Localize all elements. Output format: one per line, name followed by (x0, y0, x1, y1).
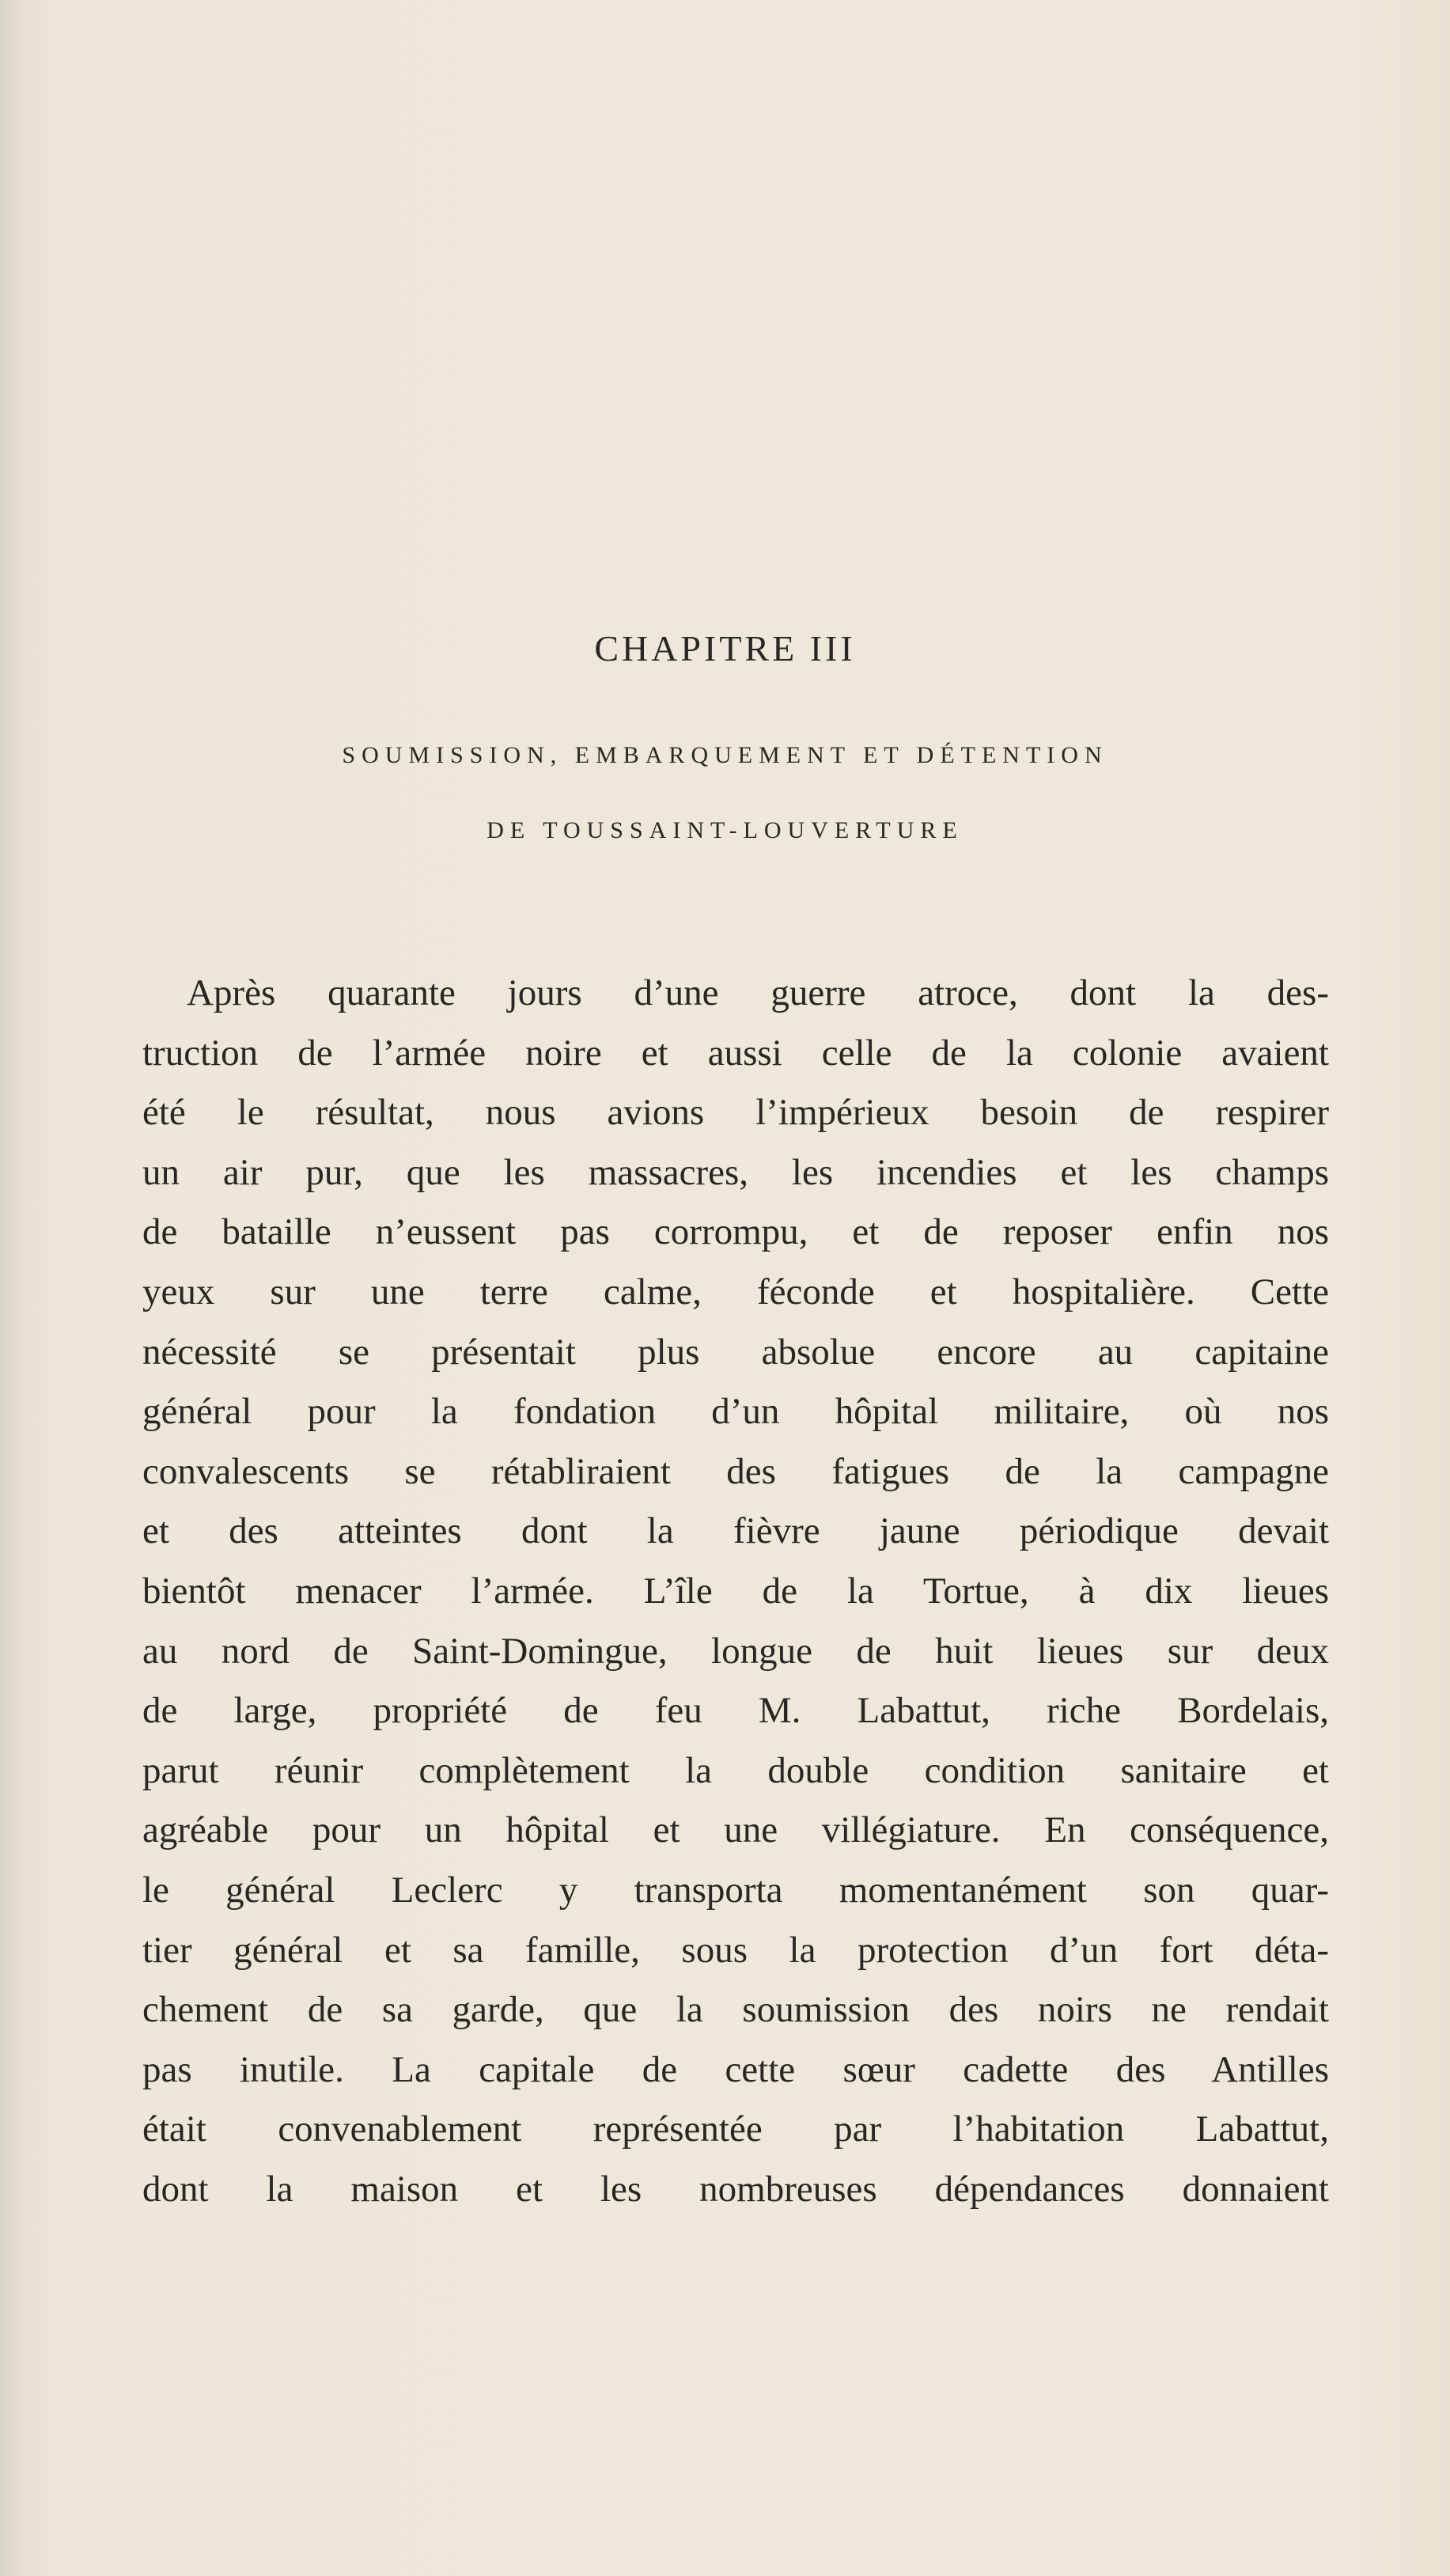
text-line: au nord de Saint-Domingue, longue de huit lieues sur deux (142, 1630, 1329, 1672)
text-line: tier général et sa famille, sous la protection d’un fort déta- (142, 1929, 1329, 1971)
text-line: chement de sa garde, que la soumission des noirs ne rendait (142, 1989, 1329, 2031)
text-line: pas inutile. La capitale de cette sœur cadette des Antilles (142, 2048, 1329, 2090)
text-line: général pour la fondation d’un hôpital militaire, où nos (142, 1391, 1329, 1433)
text-line: de large, propriété de feu M. Labattut, riche Bordelais, (142, 1690, 1329, 1732)
text-line: parut réunir complètement la double condition sanitaire et (142, 1749, 1329, 1791)
text-line: bientôt menacer l’armée. L’île de la Tortue, à dix lieues (142, 1570, 1329, 1612)
text-line: agréable pour un hôpital et une villégiature. En conséquence, (142, 1809, 1329, 1851)
text-line: été le résultat, nous avions l’impérieux besoin de respirer (142, 1092, 1329, 1134)
chapter-subtitle-line-2: DE TOUSSAINT-LOUVERTURE (486, 817, 964, 843)
text-line: de bataille n’eussent pas corrompu, et de reposer enfin nos (142, 1211, 1329, 1253)
text-line: un air pur, que les massacres, les incendies et les champs (142, 1151, 1329, 1193)
text-line: truction de l’armée noire et aussi celle de la colonie avaient (142, 1032, 1329, 1074)
chapter-title: CHAPITRE III (594, 628, 856, 669)
text-line: Après quarante jours d’une guerre atroce, dont la des- (187, 972, 1329, 1013)
text-line: dont la maison et les nombreuses dépendances donnaient (142, 2168, 1329, 2210)
text-line: nécessité se présentait plus absolue encore au capitaine (142, 1331, 1329, 1373)
text-line: convalescents se rétabliraient des fatigues de la campagne (142, 1450, 1329, 1492)
body-paragraph (142, 964, 1329, 2219)
chapter-subtitle-line-1: SOUMISSION, EMBARQUEMENT ET DÉTENTION (342, 742, 1108, 768)
text-line: et des atteintes dont la fièvre jaune périodique devait (142, 1510, 1329, 1552)
text-line: yeux sur une terre calme, féconde et hospitalière. Cette (142, 1271, 1329, 1313)
text-line: le général Leclerc y transporta momentanément son quar- (142, 1869, 1329, 1911)
text-line: était convenablement représentée par l’habitation Labattut, (142, 2108, 1329, 2150)
